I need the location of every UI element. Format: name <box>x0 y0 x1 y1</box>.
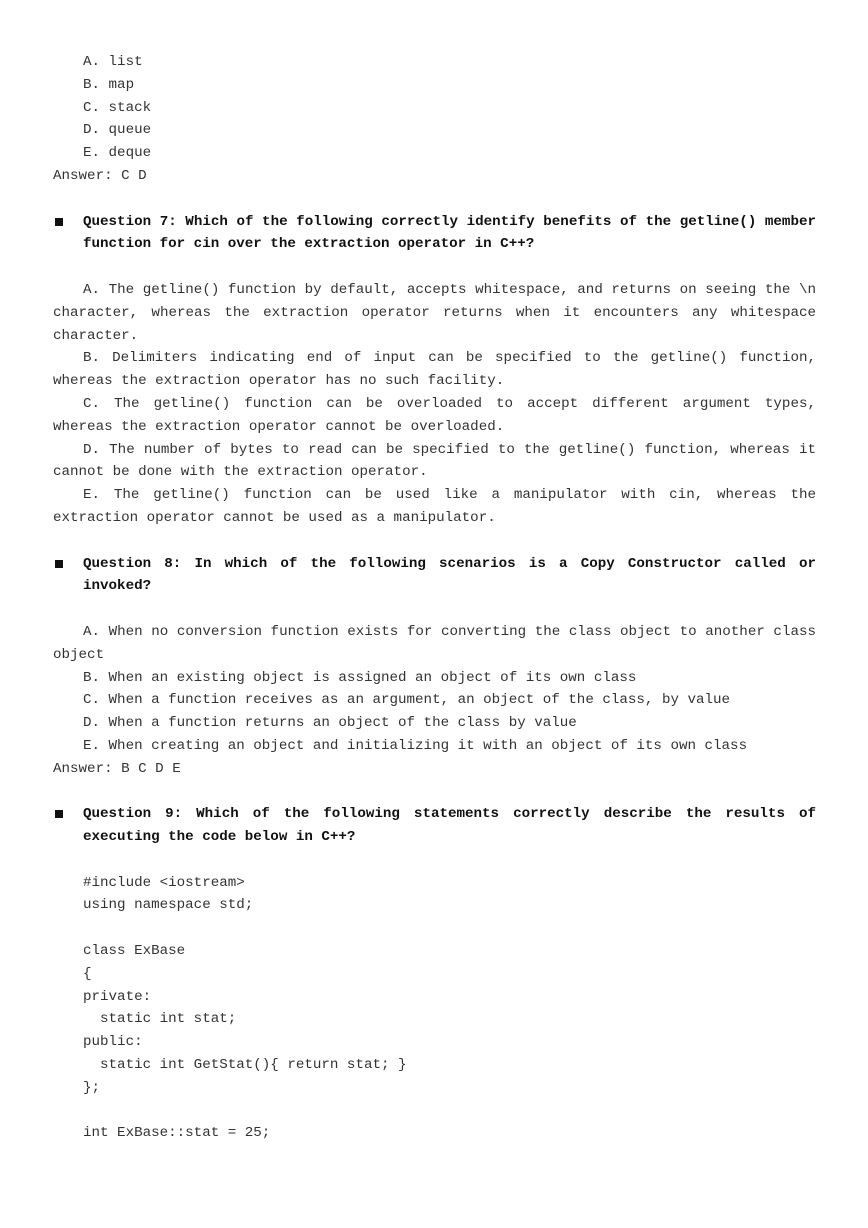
q6-answer: Answer: C D <box>53 167 147 184</box>
option-d: D. The number of bytes to read can be specified to the getline() function, whereas it cannot be done with the extraction operator. <box>53 441 816 481</box>
option-d: D. queue <box>83 122 152 139</box>
code-line: int ExBase::stat = 25; <box>83 1125 271 1142</box>
code-line: static int stat; <box>83 1011 237 1028</box>
q9-title: Question 9: Which of the following statements correctly describe the results of executing the code below in C++? <box>83 806 816 846</box>
q7-heading <box>53 211 816 257</box>
option-b: B. map <box>83 76 135 93</box>
q7-title: Question 7: Which of the following correctly identify benefits of the getline() member function for cin over the extraction operator in C++? <box>83 213 816 253</box>
option-a: A. When no conversion function exists for converting the class object to another class object <box>53 623 816 663</box>
square-bullet-icon <box>55 810 63 818</box>
code-line: #include <iostream> <box>83 874 245 891</box>
square-bullet-icon <box>55 218 63 226</box>
q9-code-block <box>53 872 816 1146</box>
square-bullet-icon <box>55 560 63 568</box>
option-e: E. deque <box>83 145 152 162</box>
option-a: A. list <box>83 54 143 70</box>
option-b: B. When an existing object is assigned an object of its own class <box>83 669 637 686</box>
q8-options <box>53 621 816 758</box>
option-a: A. The getline() function by default, accepts whitespace, and returns on seeing the \n character, whereas the extraction operator returns when it encounters any whitespace character. <box>53 281 816 344</box>
option-e: E. The getline() function can be used like a manipulator with cin, whereas the extraction operator cannot be used as a manipulator. <box>53 487 816 526</box>
q8-heading <box>53 553 816 599</box>
code-line: { <box>83 965 92 982</box>
q7-options <box>53 279 816 530</box>
q8-title: Question 8: In which of the following scenarios is a Copy Constructor called or invoked? <box>83 555 816 595</box>
code-line: }; <box>83 1079 101 1096</box>
code-line: public: <box>83 1034 143 1051</box>
q8-answer: Answer: B C D E <box>53 760 181 777</box>
q9-heading <box>53 803 816 849</box>
option-d: D. When a function returns an object of the class by value <box>83 715 577 732</box>
option-b: B. Delimiters indicating end of input can be specified to the getline() function, whereas the extraction operator has no such facility. <box>53 350 816 390</box>
option-c: C. When a function receives as an argument, an object of the class, by value <box>83 692 731 709</box>
code-line: private: <box>83 988 152 1005</box>
code-line: class ExBase <box>83 943 186 960</box>
option-c: C. The getline() function can be overloaded to accept different argument types, whereas the extraction operator cannot be overloaded. <box>53 395 816 435</box>
option-e: E. When creating an object and initializing it with an object of its own class <box>83 737 748 754</box>
code-line: static int GetStat(){ return stat; } <box>83 1057 407 1074</box>
q6-options <box>53 51 816 165</box>
code-line: using namespace std; <box>83 897 254 914</box>
option-c: C. stack <box>83 99 152 116</box>
